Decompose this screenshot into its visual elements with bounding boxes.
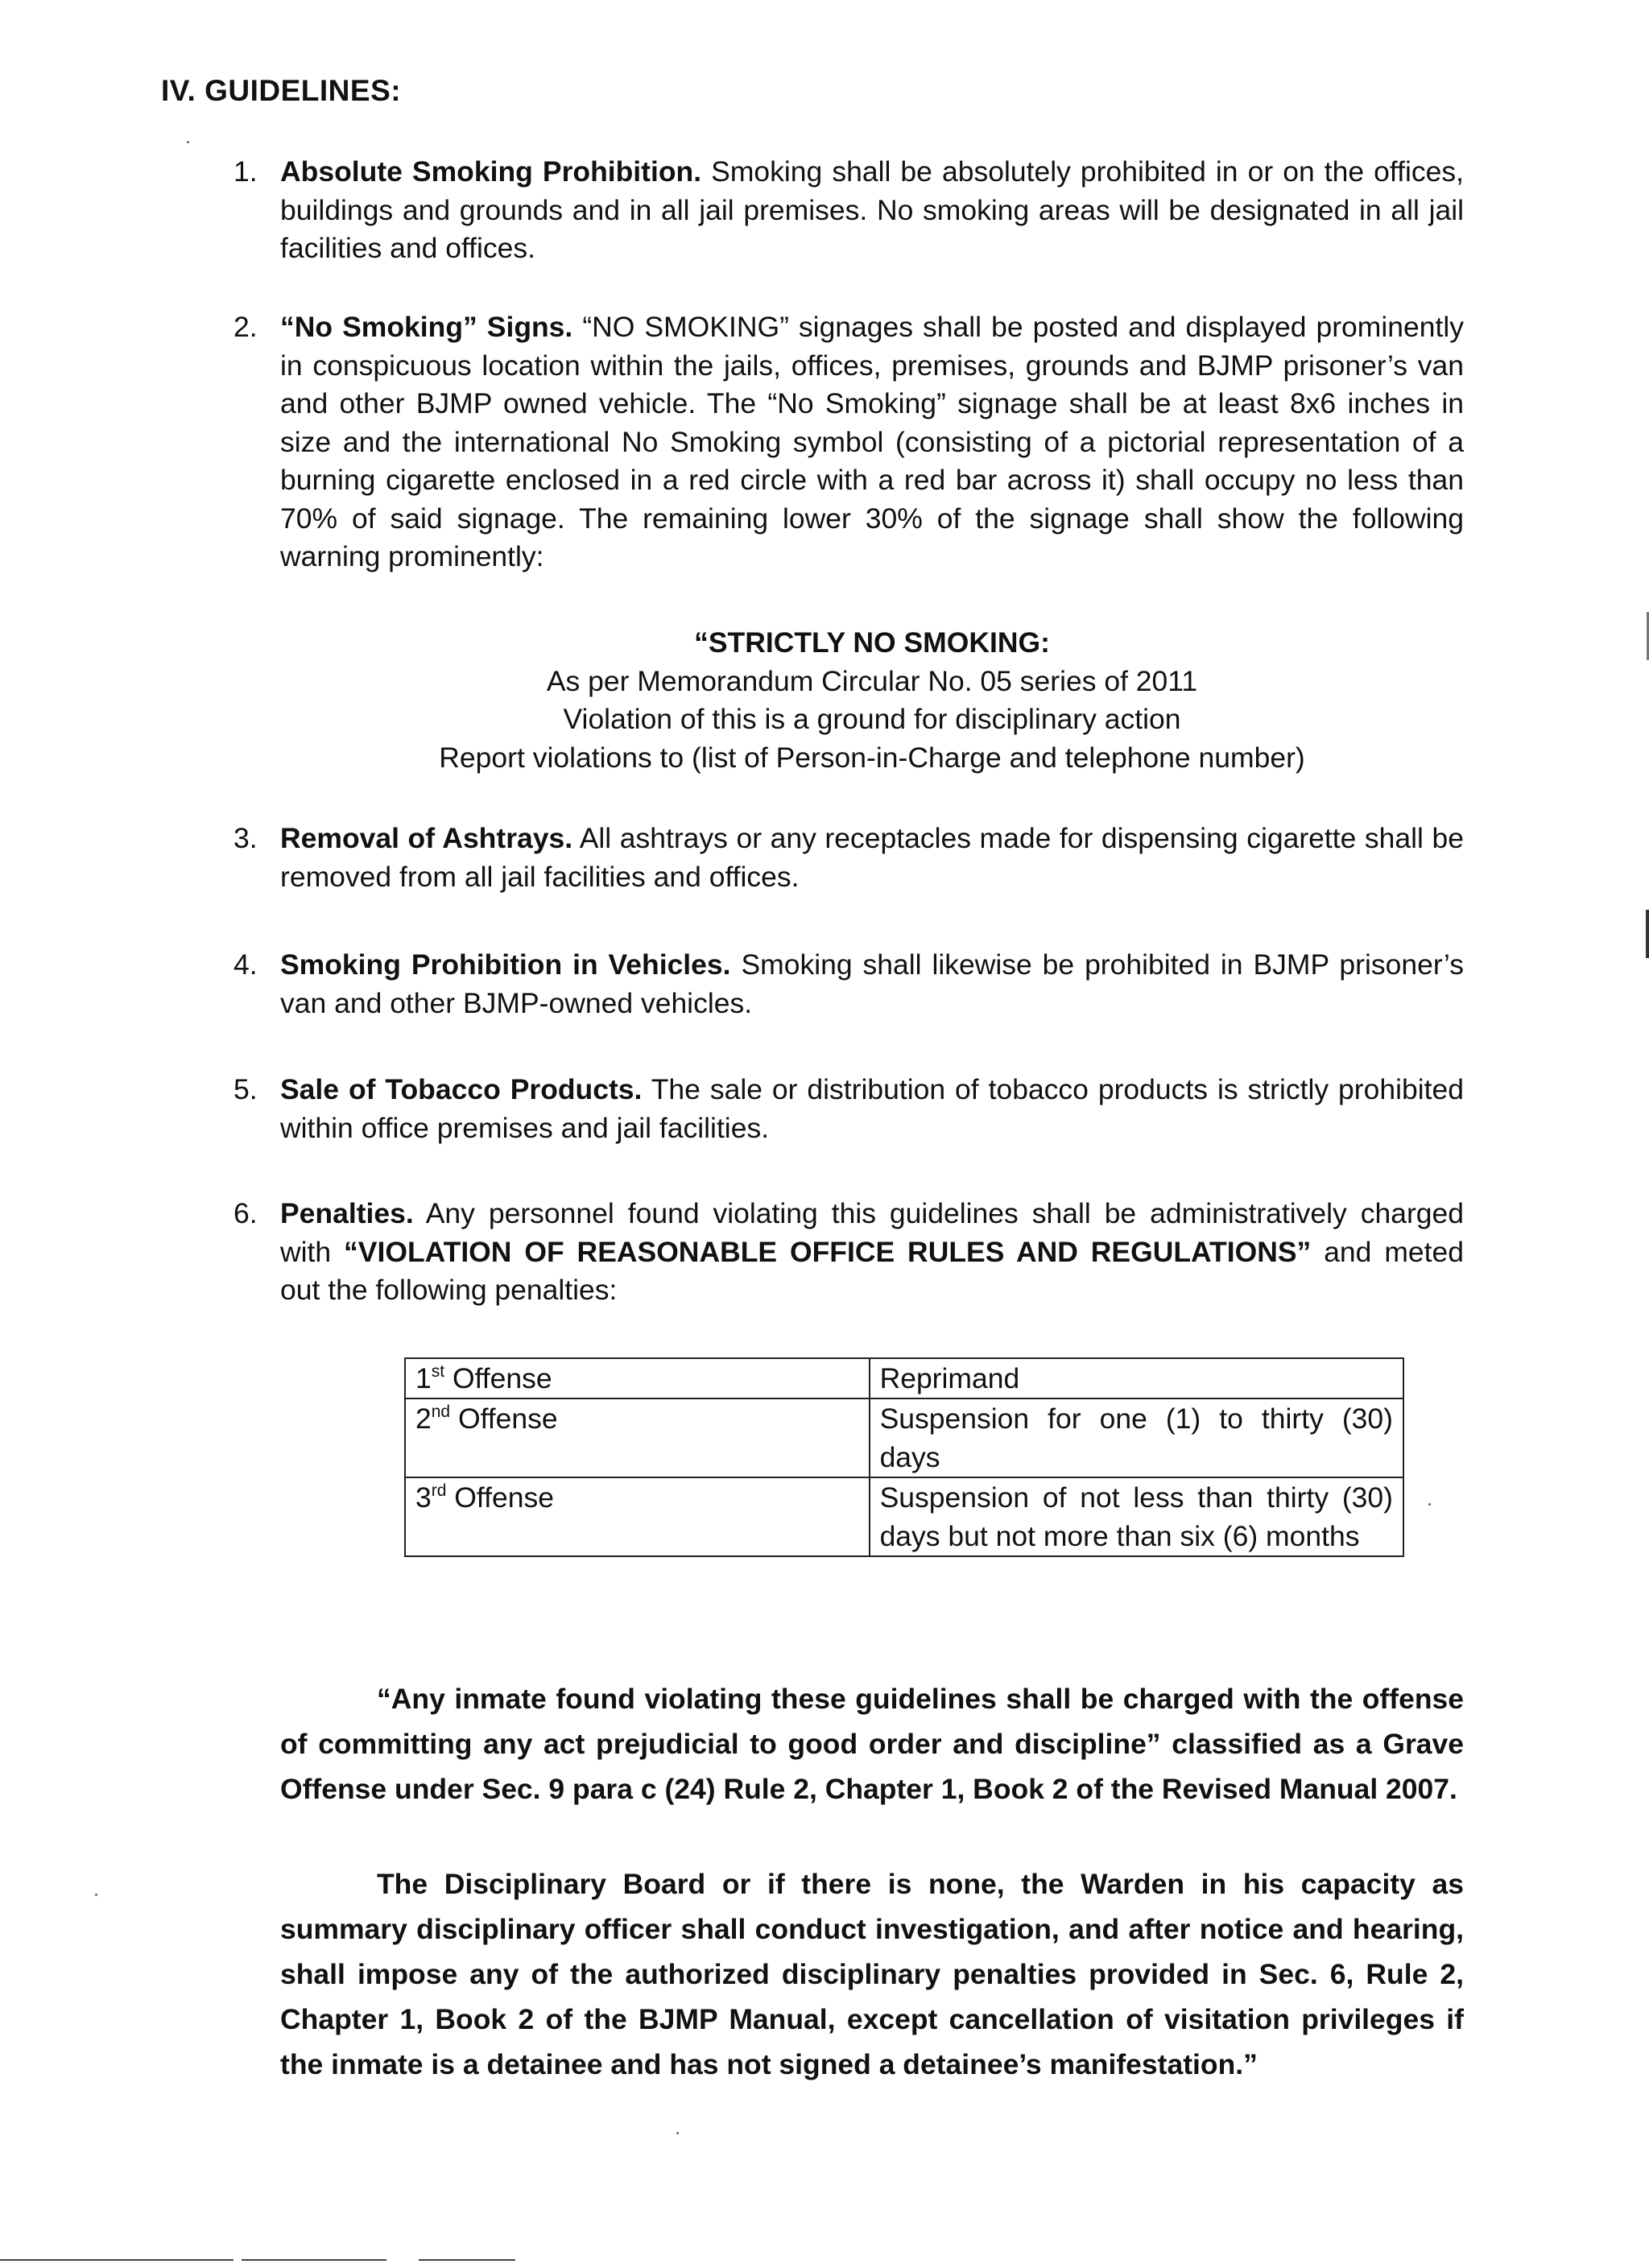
item-number: 3. (234, 822, 258, 854)
item-text: and meted out the following penalties: (280, 1235, 1464, 1306)
offense-cell: 3rd Offense (405, 1477, 870, 1556)
item-text: Smoking shall likewise be prohibited in BJMP prisoner’s van and other BJMP-owned vehicles. (280, 948, 1464, 1019)
item-text: Smoking shall be absolutely prohibited in or on the offices, buildings and grounds and in all jail premises. No smoking areas will be designated in all jail facilities and offices. (280, 155, 1464, 264)
scan-edge-mark (1646, 910, 1649, 958)
warning-line-3: Violation of this is a ground for disciplinary action (563, 703, 1181, 735)
item-text: The sale or distribution of tobacco products is strictly prohibited within office premises and jail facilities. (280, 1073, 1464, 1144)
item-title: Penalties. (280, 1197, 414, 1229)
guideline-item-5 (234, 1071, 1464, 1147)
item-title: Sale of Tobacco Products. (280, 1073, 643, 1105)
scan-speck (187, 141, 189, 143)
item-title: Absolute Smoking Prohibition. (280, 155, 702, 188)
item-text: Any personnel found violating this guidelines shall be administratively charged with (280, 1197, 1465, 1268)
guideline-item-3 (234, 820, 1464, 896)
item-number: 2. (234, 311, 258, 343)
scan-line (242, 2259, 386, 2261)
scan-line (0, 2259, 234, 2261)
disciplinary-board-paragraph: The Disciplinary Board or if there is none, the Warden in his capacity as summary disciplinary officer shall conduct investigation, and after notice and hearing, shall impose any of the authorized disciplinary penalties provided in Sec. 6, Rule 2, Chapter 1, Book 2 of the BJMP Manual, except cancellation of visitation privileges if the inmate is a detainee and has not signed a detainee’s manifestation.” (280, 1868, 1464, 2080)
item-title: Smoking Prohibition in Vehicles. (280, 948, 731, 981)
warning-signage-text (280, 624, 1464, 777)
penalty-cell: Suspension of not less than thirty (30) days but not more than six (6) months (870, 1477, 1403, 1556)
penalty-cell: Suspension for one (1) to thirty (30) days (870, 1398, 1403, 1477)
table-row (405, 1358, 1403, 1398)
item-number: 1. (234, 155, 258, 188)
warning-line-2: As per Memorandum Circular No. 05 series of 2011 (546, 664, 1198, 697)
item-text: All ashtrays or any receptacles made for dispensing cigarette shall be removed from all jail facilities and offices. (280, 822, 1464, 893)
guideline-item-1 (234, 153, 1464, 268)
table-row (405, 1398, 1403, 1477)
warning-line-4: Report violations to (list of Person-in-Charge and telephone number) (439, 741, 1305, 774)
scan-speck (676, 2132, 679, 2134)
item-text: “NO SMOKING” signages shall be posted and displayed prominently in conspicuous location within the jails, offices, premises, grounds and BJMP prisoner’s van and other BJMP owned vehicle. The “No Smoking” signage shall be at least 8x6 inches in size and the international No Smoking symbol (consisting of a pictorial representation of a burning cigarette enclosed in a red circle with a red bar across it) shall occupy no less than 70% of said signage. The remaining lower 30% of the signage shall show the following warning prominently: (280, 311, 1464, 572)
scan-speck (1428, 1503, 1431, 1506)
section-heading: IV. GUIDELINES: (161, 74, 402, 107)
guideline-item-2 (234, 308, 1464, 576)
table-row (405, 1477, 1403, 1556)
guideline-item-4 (234, 946, 1464, 1022)
item-number: 6. (234, 1197, 258, 1229)
scan-speck (95, 1894, 97, 1896)
item-number: 4. (234, 948, 258, 981)
warning-line-1: “STRICTLY NO SMOKING: (694, 626, 1050, 659)
item-title: “No Smoking” Signs. (280, 311, 573, 343)
penalties-table (404, 1357, 1404, 1557)
offense-cell: 2nd Offense (405, 1398, 870, 1477)
offense-cell: 1st Offense (405, 1358, 870, 1398)
item-text-emphasis: “VIOLATION OF REASONABLE OFFICE RULES AND REGULATIONS” (344, 1235, 1312, 1268)
penalty-cell: Reprimand (870, 1358, 1403, 1398)
inmate-violation-paragraph: “Any inmate found violating these guidelines shall be charged with the offense of committing any act prejudicial to good order and discipline” classified as a Grave Offense under Sec. 9 para c (24) Rule 2, Chapter 1, Book 2 of the Revised Manual 2007. (280, 1683, 1464, 1805)
item-title: Removal of Ashtrays. (280, 822, 573, 854)
guideline-item-6 (234, 1195, 1465, 1310)
item-number: 5. (234, 1073, 258, 1105)
scan-line (419, 2259, 515, 2261)
